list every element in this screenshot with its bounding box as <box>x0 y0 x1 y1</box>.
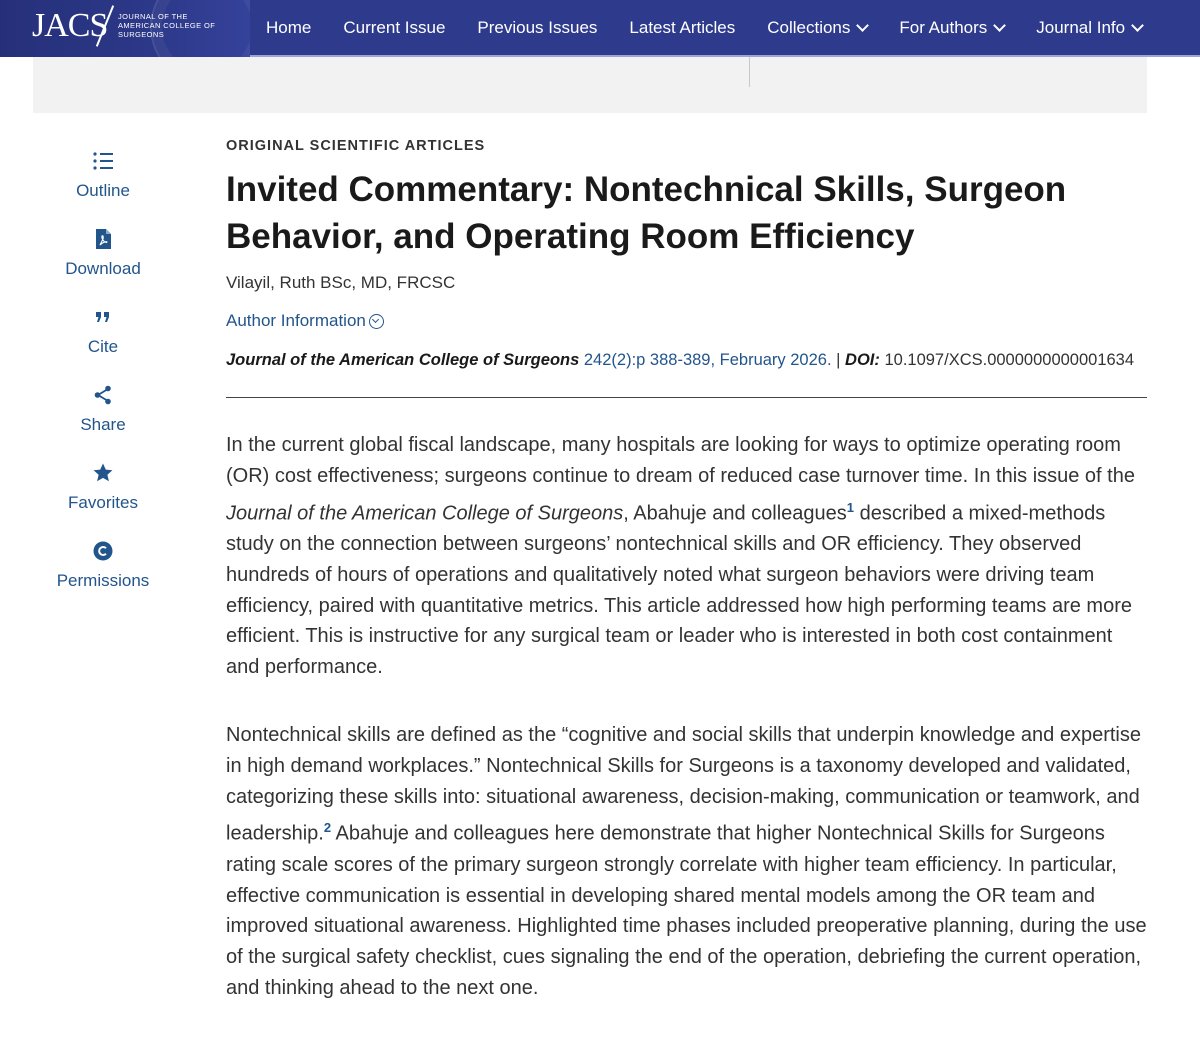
tool-outline[interactable] <box>33 150 173 228</box>
copyright-icon <box>92 540 114 562</box>
article-title: Invited Commentary: Nontechnical Skills, Surgeon Behavior, and Operating Room Efficiency <box>226 170 1067 256</box>
banner-divider <box>749 57 750 87</box>
nav-for-authors[interactable] <box>883 18 1020 38</box>
nav-label: Previous Issues <box>477 17 598 37</box>
body-paragraph-2 <box>226 720 1147 1004</box>
citation-line <box>226 351 1147 370</box>
outline-icon <box>92 150 114 172</box>
nav-current-issue[interactable] <box>327 18 461 38</box>
paragraph-text: described a mixed-methods study on the connection between surgeons’ nontechnical skills and OR efficiency. They observed hundreds of hours of operations and qualitatively noted what surgeon behaviors were driving team efficiency, paired with quantitative metrics. This article addressed how high performing teams are more efficient. This is instructive for any surgical team or leader who is interested in both cost containment and performance. <box>226 502 1132 679</box>
nav-label: For Authors <box>899 17 988 37</box>
logo-subtitle: JOURNAL OF THE AMERICAN COLLEGE OF SURGEONS <box>118 12 216 39</box>
nav-label: Home <box>266 17 312 37</box>
article-authors: Vilayil, Ruth BSc, MD, FRCSC <box>226 273 456 292</box>
nav-label: Journal Info <box>1036 17 1126 37</box>
body-paragraph-1 <box>226 430 1147 683</box>
nav-label: Collections <box>767 17 851 37</box>
author-information-label: Author Information <box>226 311 366 330</box>
nav-home[interactable] <box>250 18 327 38</box>
tool-label: Cite <box>87 337 119 356</box>
chevron-down-icon <box>1131 19 1144 32</box>
citation-journal: Journal of the American College of Surgeons <box>226 351 580 369</box>
top-navigation-bar <box>0 0 1200 57</box>
paragraph-text: In the current global fiscal landscape, many hospitals are looking for ways to optimize operating room (OR) cost effectiveness; surgeons continue to dream of reduced case turnover time. In this issue of the <box>226 434 1135 487</box>
tool-favorites[interactable] <box>33 462 173 540</box>
article-section: ORIGINAL SCIENTIFIC ARTICLES <box>226 138 486 154</box>
nav-label: Current Issue <box>343 17 446 37</box>
doi-value: 10.1097/XCS.0000000000001634 <box>884 351 1135 369</box>
tool-label: Outline <box>76 181 130 200</box>
nav-label: Latest Articles <box>629 17 736 37</box>
tool-label: Favorites <box>68 493 138 512</box>
citation-issue-link[interactable]: 242(2):p 388-389, February 2026. <box>583 351 832 369</box>
chevron-down-icon <box>857 19 870 32</box>
nav-collections[interactable] <box>751 18 883 38</box>
tool-label: Permissions <box>56 571 150 590</box>
tool-cite[interactable] <box>33 306 173 384</box>
quote-icon <box>92 306 114 328</box>
citation-separator: | <box>836 351 841 369</box>
reference-link-1[interactable]: 1 <box>846 499 855 515</box>
paragraph-text: Nontechnical skills are defined as the “cognitive and social skills that underpin knowledge and expertise in high demand workplaces.” Nontechnical Skills for Surgeons is a taxonomy developed and validated, categorizing these skills into: situational awareness, decision-making, communication or teamwork, and leadership. <box>226 724 1141 846</box>
ad-banner-area <box>33 57 1147 113</box>
main-nav <box>250 0 1158 55</box>
doi-label: DOI: <box>845 351 880 369</box>
nav-latest-articles[interactable] <box>613 18 751 38</box>
jacs-logo[interactable] <box>0 0 250 57</box>
tool-label: Download <box>65 259 141 278</box>
divider-rule <box>226 397 1147 398</box>
author-information-toggle[interactable] <box>226 311 1147 331</box>
article-content <box>226 138 1147 1004</box>
chevron-down-icon <box>993 19 1006 32</box>
nav-journal-info[interactable] <box>1020 18 1158 38</box>
tool-label: Share <box>80 415 126 434</box>
tool-download[interactable] <box>33 228 173 306</box>
paragraph-text: Abahuje and colleagues here demonstrate that higher Nontechnical Skills for Surgeons rating scale scores of the primary surgeon strongly correlate with higher team efficiency. In particular, effective communication is essential in developing shared mental models among the OR team and improved situational awareness. Highlighted time phases included preoperative planning, during the use of the surgical safety checklist, cues signaling the end of the operation, debriefing the current operation, and thinking ahead to the next one. <box>226 823 1147 1000</box>
nav-previous-issues[interactable] <box>461 18 613 38</box>
pdf-icon <box>92 228 114 250</box>
star-icon <box>92 462 114 484</box>
tool-share[interactable] <box>33 384 173 462</box>
share-icon <box>92 384 114 406</box>
chevron-down-circle-icon <box>369 314 384 329</box>
tool-permissions[interactable] <box>33 540 173 618</box>
reference-link-2[interactable]: 2 <box>323 820 332 836</box>
paragraph-text: , Abahuje and colleagues <box>623 502 847 525</box>
journal-name-italic: Journal of the American College of Surgeons <box>226 502 624 525</box>
article-tools-sidebar <box>33 150 173 618</box>
logo-wordmark: JACS <box>32 7 108 44</box>
